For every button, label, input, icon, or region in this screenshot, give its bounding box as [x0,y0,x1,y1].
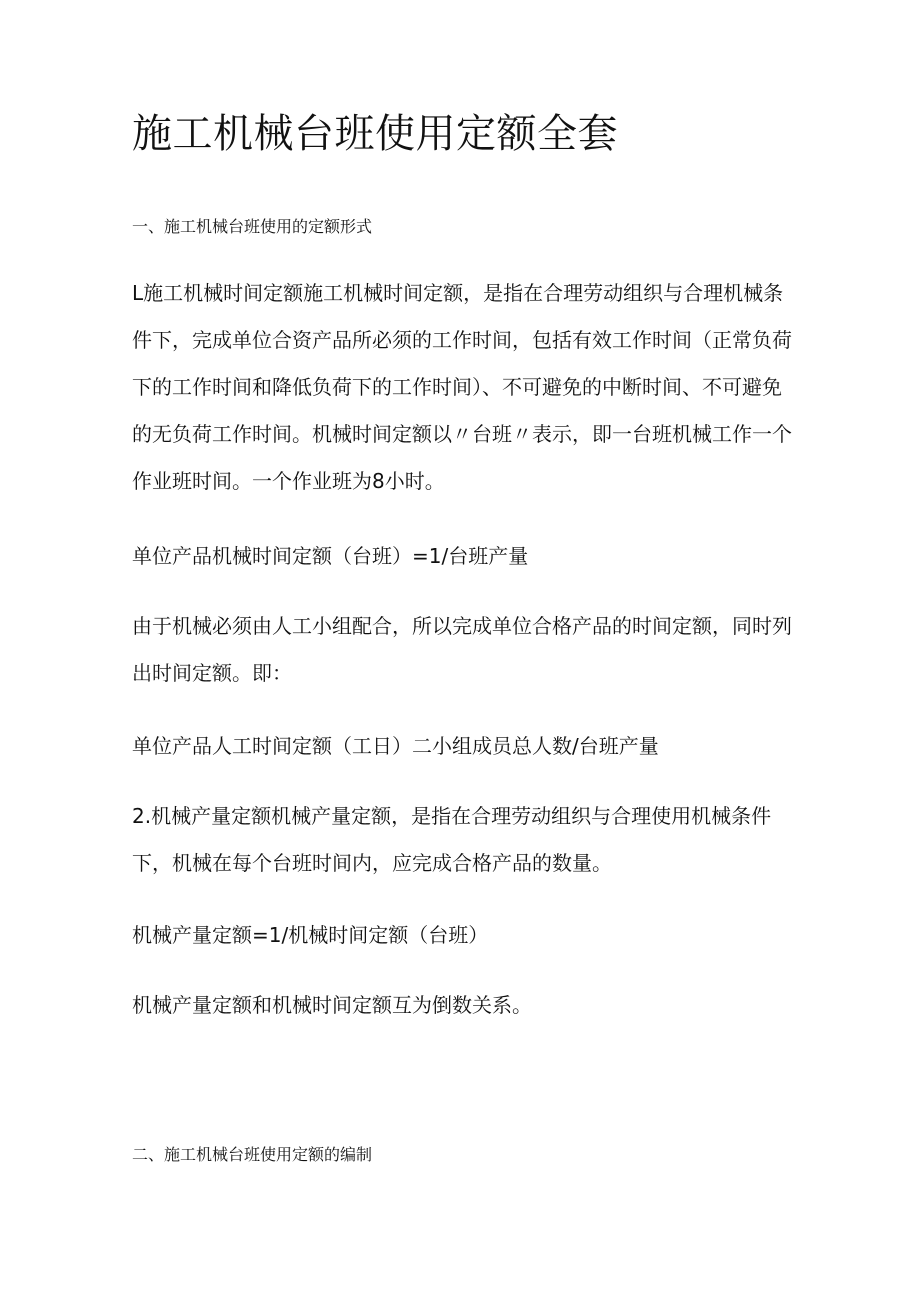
formula-labor-time-quota: 单位产品人工时间定额（工日）二小组成员总人数/台班产量 [132,734,659,758]
paragraph-machine-time-quota: L施工机械时间定额施工机械时间定额，是指在合理劳动组织与合理机械条件下，完成单位合资产品所必须的工作时间，包括有效工作时间（正常负荷下的工作时间和降低负荷下的工作时间）、不可避免的中断时间、不可避免的无负荷工作时间。机械时间定额以〃台班〃表示，即一台班机械工作一个作业班时间。一个作业班为8小时。 [132,281,792,493]
paragraph-machine-output-quota: 2.机械产量定额机械产量定额，是指在合理劳动组织与合理使用机械条件下，机械在每个台班时间内，应完成合格产品的数量。 [132,804,772,875]
section-2-heading: 二、施工机械台班使用定额的编制 [132,1145,373,1164]
document-title: 施工机械台班使用定额全套 [132,111,618,157]
note-reciprocal-relation: 机械产量定额和机械时间定额互为倒数关系。 [132,993,532,1017]
formula-machine-output-quota: 机械产量定额=1/机械时间定额（台班） [132,923,489,947]
paragraph-labor-coordination: 由于机械必须由人工小组配合，所以完成单位合格产品的时间定额，同时列出时间定额。即： [132,614,792,685]
section-1-heading: 一、施工机械台班使用的定额形式 [132,217,373,236]
formula-machine-time-quota: 单位产品机械时间定额（台班）=1/台班产量 [132,544,529,568]
